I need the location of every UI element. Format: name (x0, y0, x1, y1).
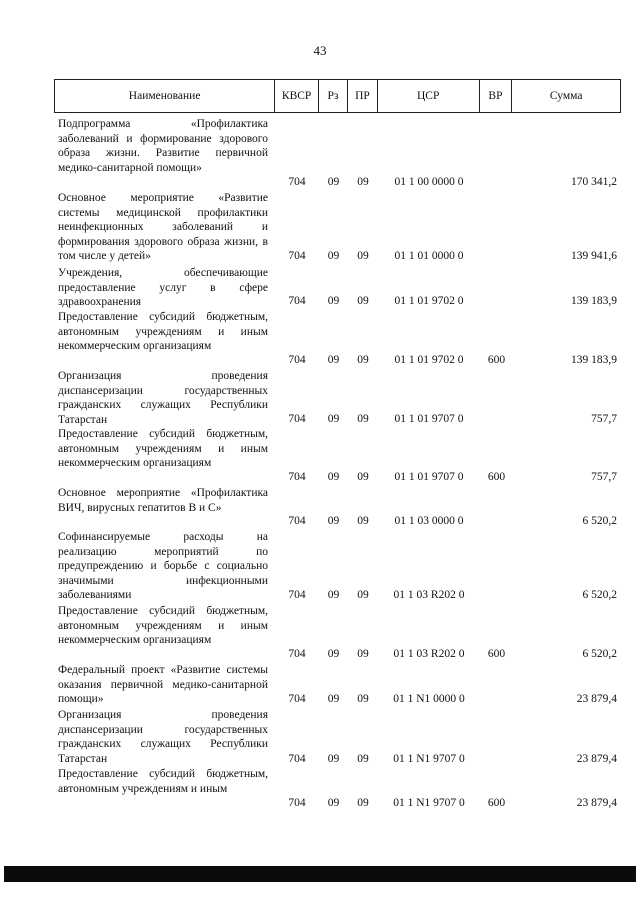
table-row (54, 604, 621, 663)
row-sum: 170 341,2 (571, 176, 617, 188)
row-pr: 09 (357, 354, 369, 366)
row-kvsr: 704 (288, 515, 306, 527)
row-kvsr: 704 (288, 589, 306, 601)
row-rz: 09 (327, 797, 340, 809)
row-csr: 01 1 01 9707 0 (394, 413, 464, 425)
row-sum: 6 520,2 (582, 589, 617, 601)
row-vr: 600 (487, 797, 506, 809)
row-pr: 09 (357, 693, 369, 705)
row-pr: 09 (357, 589, 369, 601)
header-kvsr: КВСР (275, 80, 319, 112)
row-rz: 09 (327, 693, 340, 705)
row-kvsr: 704 (288, 797, 306, 809)
row-sum: 23 879,4 (576, 753, 617, 765)
table-row (54, 486, 621, 530)
row-pr: 09 (357, 515, 369, 527)
row-name: Предоставление субсидий бюджетным, автономным учреждениям и иным некоммерческим организациям (58, 605, 268, 647)
header-sum: Сумма (549, 90, 583, 102)
row-name: Предоставление субсидий бюджетным, автономным учреждениям и иным (58, 768, 268, 795)
row-rz: 09 (327, 471, 340, 483)
header-vr: ВР (480, 80, 513, 112)
header-pr: ПР (348, 80, 378, 112)
scan-edge-bar (4, 866, 636, 882)
row-vr: 600 (487, 648, 506, 660)
row-name: Организация проведения диспансеризации государственных гражданских служащих Республики Татарстан (58, 709, 268, 765)
table-row (54, 266, 621, 310)
row-pr: 09 (357, 413, 369, 425)
table-row (54, 369, 621, 427)
row-rz: 09 (327, 250, 340, 262)
row-rz: 09 (327, 648, 340, 660)
row-vr: 600 (487, 354, 506, 366)
row-kvsr: 704 (288, 648, 306, 660)
header-csr: ЦСР (378, 80, 480, 112)
table-row (54, 767, 621, 812)
row-rz: 09 (327, 295, 340, 307)
row-csr: 01 1 01 9707 0 (394, 471, 464, 483)
row-pr: 09 (357, 648, 369, 660)
row-rz: 09 (327, 176, 340, 188)
row-pr: 09 (357, 471, 369, 483)
row-pr: 09 (357, 753, 369, 765)
row-sum: 23 879,4 (576, 693, 617, 705)
row-csr: 01 1 03 R202 0 (393, 589, 465, 601)
header-name: Наименование (55, 80, 275, 112)
row-csr: 01 1 N1 0000 0 (393, 693, 465, 705)
row-name: Основное мероприятие «Развитие системы медицинской профилактики неинфекционных заболеваний и формирования здорового образа жизни, в том числе у детей» (58, 192, 268, 263)
row-sum: 757,7 (591, 471, 617, 483)
row-name: Федеральный проект «Развитие системы оказания первичной медико-санитарной помощи» (58, 664, 268, 706)
row-csr: 01 1 01 9702 0 (394, 295, 464, 307)
row-pr: 09 (357, 176, 369, 188)
row-kvsr: 704 (288, 471, 306, 483)
row-name: Основное мероприятие «Профилактика ВИЧ, вирусных гепатитов В и С» (58, 487, 268, 514)
row-kvsr: 704 (288, 753, 306, 765)
row-name: Учреждения, обеспечивающие предоставление услуг в сфере здравоохранения (58, 267, 268, 309)
row-csr: 01 1 01 9702 0 (394, 354, 464, 366)
row-csr: 01 1 03 R202 0 (393, 648, 465, 660)
table-row (54, 117, 621, 191)
row-sum: 139 183,9 (571, 354, 617, 366)
row-rz: 09 (327, 589, 340, 601)
page-number: 43 (313, 43, 327, 58)
row-rz: 09 (327, 753, 340, 765)
table-row (54, 427, 621, 486)
row-csr: 01 1 01 0000 0 (394, 250, 464, 262)
row-kvsr: 704 (288, 295, 306, 307)
row-pr: 09 (357, 797, 369, 809)
header-rz: Рз (319, 80, 348, 112)
row-csr: 01 1 03 0000 0 (394, 515, 464, 527)
row-sum: 6 520,2 (582, 515, 617, 527)
table-row (54, 530, 621, 604)
row-name: Подпрограмма «Профилактика заболеваний и формирование здорового образа жизни. Развитие первичной медико-санитарной помощи» (58, 118, 268, 174)
row-csr: 01 1 00 0000 0 (394, 176, 464, 188)
row-kvsr: 704 (288, 693, 306, 705)
table-row (54, 191, 621, 266)
row-pr: 09 (357, 295, 369, 307)
row-name: Предоставление субсидий бюджетным, автономным учреждениям и иным некоммерческим организациям (58, 428, 268, 470)
table-row (54, 708, 621, 767)
row-name: Предоставление субсидий бюджетным, автономным учреждениям и иным некоммерческим организациям (58, 311, 268, 353)
row-sum: 6 520,2 (582, 648, 617, 660)
row-pr: 09 (357, 250, 369, 262)
row-csr: 01 1 N1 9707 0 (393, 797, 465, 809)
row-rz: 09 (327, 354, 340, 366)
table-row (54, 310, 621, 369)
row-vr: 600 (487, 471, 506, 483)
row-rz: 09 (327, 515, 340, 527)
row-rz: 09 (327, 413, 340, 425)
row-sum: 139 941,6 (571, 250, 617, 262)
row-sum: 23 879,4 (576, 797, 617, 809)
row-sum: 757,7 (591, 413, 617, 425)
row-kvsr: 704 (288, 413, 306, 425)
row-csr: 01 1 N1 9707 0 (393, 753, 465, 765)
row-kvsr: 704 (288, 176, 306, 188)
row-name: Софинансируемые расходы на реализацию мероприятий по предупреждению и борьбе с социально значимыми инфекционными заболеваниями (58, 531, 268, 602)
row-kvsr: 704 (288, 354, 306, 366)
row-name: Организация проведения диспансеризации государственных гражданских служащих Республики Татарстан (58, 370, 268, 426)
table-header (54, 79, 621, 113)
row-kvsr: 704 (288, 250, 306, 262)
row-sum: 139 183,9 (571, 295, 617, 307)
